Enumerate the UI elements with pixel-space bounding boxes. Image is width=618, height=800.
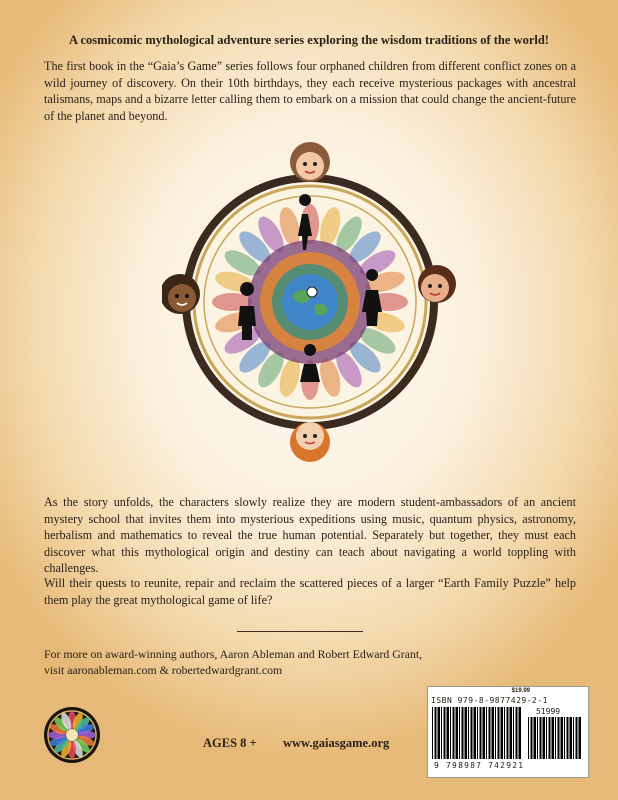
mandala-illustration [162, 136, 458, 468]
ean-barcode [432, 707, 522, 759]
addon-code: 51999 [536, 707, 561, 716]
question-paragraph: Will their quests to reunite, repair and reclaim the scattered pieces of a larger “Earth Family Puzzle” help them play the great mythological game of life? [44, 576, 576, 607]
credits-line-2: visit aaronableman.com & robertedwardgrant.com [44, 663, 283, 677]
credits-line-1: For more on award-winning authors, Aaron Ableman and Robert Edward Grant, [44, 647, 423, 661]
intro-paragraph: The first book in the “Gaia’s Game” series follows four orphaned children from different conflict zones on a wild journey of discovery. On their 10th birthdays, they each receive mysterious packages with ancestral talismans, maps and a bizarre letter calling them to embark on a mission that could change the ancient-future of the planet and beyond. [44, 59, 576, 123]
isbn-text: ISBN 979-8-9877429-2-1 [431, 696, 548, 705]
divider [237, 631, 363, 632]
ean-digits: 9 798987 742921 [434, 761, 525, 770]
author-credits [44, 646, 422, 678]
website-link[interactable]: www.gaiasgame.org [283, 736, 390, 750]
story-paragraph: As the story unfolds, the characters slowly realize they are modern student-ambassadors of an ancient mystery school that invites them into mysterious expeditions using music, quantum physics, astronomy, herbalism and mathematics to reveal the true human potential. Separately but together, they must each discover what this mythological origin and destiny can teach about navigating a world toppling with challenges. [44, 495, 576, 576]
rose-window-logo [43, 706, 101, 764]
barcode-label [427, 686, 589, 778]
price: $19.99 [511, 688, 530, 694]
tagline: A cosmicomic mythological adventure series exploring the wisdom traditions of the world! [69, 33, 549, 47]
age-range: AGES 8 + [203, 736, 257, 750]
addon-barcode [528, 717, 582, 759]
